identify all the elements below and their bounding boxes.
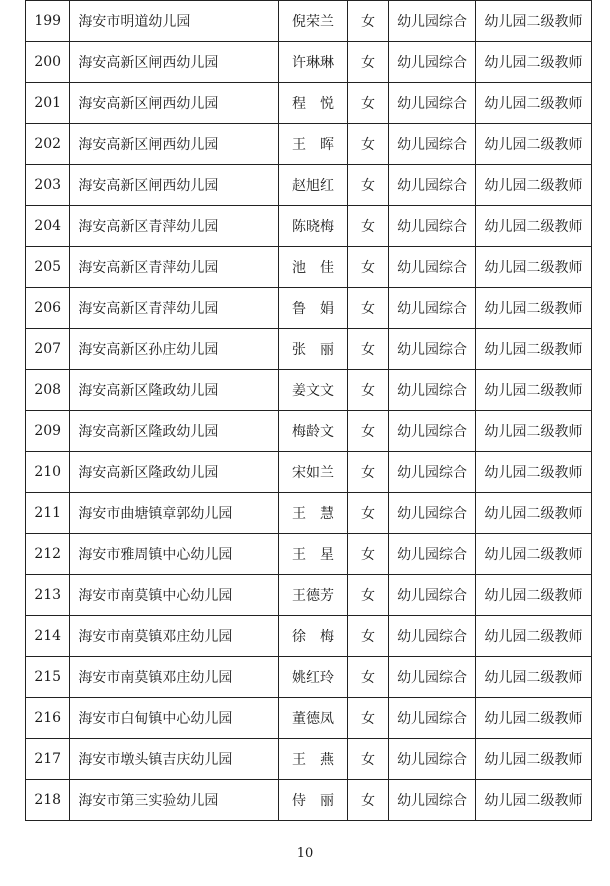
- table-row: [26, 780, 592, 821]
- school-name-cell: 海安市白甸镇中心幼儿园: [70, 698, 279, 739]
- school-name-cell: 海安市南莫镇中心幼儿园: [70, 575, 279, 616]
- table-row: [26, 288, 592, 329]
- teacher-name-cell: 姚红玲: [279, 657, 348, 698]
- row-number-cell: 203: [26, 165, 70, 206]
- school-name-cell: 海安高新区青萍幼儿园: [70, 288, 279, 329]
- subject-cell: 幼儿园综合: [389, 657, 476, 698]
- teacher-name-cell: 宋如兰: [279, 452, 348, 493]
- school-name-cell: 海安市南莫镇邓庄幼儿园: [70, 616, 279, 657]
- teacher-name-cell: 倪荣兰: [279, 1, 348, 42]
- subject-cell: 幼儿园综合: [389, 329, 476, 370]
- row-number-cell: 212: [26, 534, 70, 575]
- table-row: [26, 657, 592, 698]
- gender-cell: 女: [347, 83, 388, 124]
- school-name-cell: 海安市曲塘镇章郭幼儿园: [70, 493, 279, 534]
- row-number-cell: 215: [26, 657, 70, 698]
- professional-title-cell: 幼儿园二级教师: [475, 575, 591, 616]
- gender-cell: 女: [347, 247, 388, 288]
- gender-cell: 女: [347, 288, 388, 329]
- gender-cell: 女: [347, 165, 388, 206]
- gender-cell: 女: [347, 411, 388, 452]
- professional-title-cell: 幼儿园二级教师: [475, 42, 591, 83]
- teacher-name-cell: 程 悦: [279, 83, 348, 124]
- table-row: [26, 1, 592, 42]
- teacher-name-cell: 梅龄文: [279, 411, 348, 452]
- professional-title-cell: 幼儿园二级教师: [475, 329, 591, 370]
- row-number-cell: 216: [26, 698, 70, 739]
- teacher-name-cell: 王 晖: [279, 124, 348, 165]
- teacher-name-cell: 王德芳: [279, 575, 348, 616]
- subject-cell: 幼儿园综合: [389, 780, 476, 821]
- table-row: [26, 83, 592, 124]
- school-name-cell: 海安高新区隆政幼儿园: [70, 452, 279, 493]
- gender-cell: 女: [347, 698, 388, 739]
- gender-cell: 女: [347, 370, 388, 411]
- gender-cell: 女: [347, 780, 388, 821]
- row-number-cell: 204: [26, 206, 70, 247]
- table-row: [26, 493, 592, 534]
- gender-cell: 女: [347, 452, 388, 493]
- subject-cell: 幼儿园综合: [389, 452, 476, 493]
- school-name-cell: 海安高新区闸西幼儿园: [70, 42, 279, 83]
- school-name-cell: 海安市墩头镇吉庆幼儿园: [70, 739, 279, 780]
- teacher-name-cell: 徐 梅: [279, 616, 348, 657]
- row-number-cell: 218: [26, 780, 70, 821]
- row-number-cell: 202: [26, 124, 70, 165]
- page-number: 10: [296, 846, 314, 861]
- teacher-name-cell: 陈晓梅: [279, 206, 348, 247]
- professional-title-cell: 幼儿园二级教师: [475, 206, 591, 247]
- subject-cell: 幼儿园综合: [389, 83, 476, 124]
- professional-title-cell: 幼儿园二级教师: [475, 534, 591, 575]
- row-number-cell: 211: [26, 493, 70, 534]
- teacher-roster-table: [25, 0, 592, 821]
- row-number-cell: 199: [26, 1, 70, 42]
- teacher-name-cell: 赵旭红: [279, 165, 348, 206]
- table-row: [26, 698, 592, 739]
- subject-cell: 幼儿园综合: [389, 206, 476, 247]
- school-name-cell: 海安市第三实验幼儿园: [70, 780, 279, 821]
- school-name-cell: 海安高新区青萍幼儿园: [70, 247, 279, 288]
- table-row: [26, 247, 592, 288]
- subject-cell: 幼儿园综合: [389, 165, 476, 206]
- table-row: [26, 534, 592, 575]
- subject-cell: 幼儿园综合: [389, 1, 476, 42]
- subject-cell: 幼儿园综合: [389, 698, 476, 739]
- professional-title-cell: 幼儿园二级教师: [475, 698, 591, 739]
- gender-cell: 女: [347, 124, 388, 165]
- table-row: [26, 616, 592, 657]
- teacher-name-cell: 许琳琳: [279, 42, 348, 83]
- row-number-cell: 207: [26, 329, 70, 370]
- subject-cell: 幼儿园综合: [389, 493, 476, 534]
- teacher-name-cell: 王 燕: [279, 739, 348, 780]
- gender-cell: 女: [347, 534, 388, 575]
- professional-title-cell: 幼儿园二级教师: [475, 493, 591, 534]
- professional-title-cell: 幼儿园二级教师: [475, 124, 591, 165]
- gender-cell: 女: [347, 739, 388, 780]
- subject-cell: 幼儿园综合: [389, 411, 476, 452]
- gender-cell: 女: [347, 493, 388, 534]
- table-row: [26, 206, 592, 247]
- table-row: [26, 452, 592, 493]
- teacher-name-cell: 鲁 娟: [279, 288, 348, 329]
- row-number-cell: 213: [26, 575, 70, 616]
- school-name-cell: 海安高新区隆政幼儿园: [70, 411, 279, 452]
- professional-title-cell: 幼儿园二级教师: [475, 83, 591, 124]
- gender-cell: 女: [347, 329, 388, 370]
- table-row: [26, 329, 592, 370]
- row-number-cell: 205: [26, 247, 70, 288]
- table-row: [26, 739, 592, 780]
- subject-cell: 幼儿园综合: [389, 247, 476, 288]
- row-number-cell: 208: [26, 370, 70, 411]
- subject-cell: 幼儿园综合: [389, 739, 476, 780]
- table-row: [26, 575, 592, 616]
- subject-cell: 幼儿园综合: [389, 124, 476, 165]
- professional-title-cell: 幼儿园二级教师: [475, 165, 591, 206]
- school-name-cell: 海安市南莫镇邓庄幼儿园: [70, 657, 279, 698]
- teacher-name-cell: 姜文文: [279, 370, 348, 411]
- school-name-cell: 海安高新区闸西幼儿园: [70, 165, 279, 206]
- professional-title-cell: 幼儿园二级教师: [475, 411, 591, 452]
- row-number-cell: 210: [26, 452, 70, 493]
- subject-cell: 幼儿园综合: [389, 534, 476, 575]
- professional-title-cell: 幼儿园二级教师: [475, 247, 591, 288]
- school-name-cell: 海安市雅周镇中心幼儿园: [70, 534, 279, 575]
- table-row: [26, 370, 592, 411]
- gender-cell: 女: [347, 575, 388, 616]
- table-row: [26, 42, 592, 83]
- row-number-cell: 201: [26, 83, 70, 124]
- professional-title-cell: 幼儿园二级教师: [475, 288, 591, 329]
- school-name-cell: 海安市明道幼儿园: [70, 1, 279, 42]
- table-row: [26, 165, 592, 206]
- professional-title-cell: 幼儿园二级教师: [475, 780, 591, 821]
- school-name-cell: 海安高新区隆政幼儿园: [70, 370, 279, 411]
- gender-cell: 女: [347, 616, 388, 657]
- school-name-cell: 海安高新区闸西幼儿园: [70, 124, 279, 165]
- row-number-cell: 200: [26, 42, 70, 83]
- professional-title-cell: 幼儿园二级教师: [475, 1, 591, 42]
- table-row: [26, 124, 592, 165]
- teacher-name-cell: 张 丽: [279, 329, 348, 370]
- row-number-cell: 214: [26, 616, 70, 657]
- gender-cell: 女: [347, 657, 388, 698]
- professional-title-cell: 幼儿园二级教师: [475, 616, 591, 657]
- professional-title-cell: 幼儿园二级教师: [475, 370, 591, 411]
- subject-cell: 幼儿园综合: [389, 616, 476, 657]
- gender-cell: 女: [347, 206, 388, 247]
- teacher-name-cell: 池 佳: [279, 247, 348, 288]
- row-number-cell: 206: [26, 288, 70, 329]
- teacher-name-cell: 侍 丽: [279, 780, 348, 821]
- row-number-cell: 217: [26, 739, 70, 780]
- school-name-cell: 海安高新区青萍幼儿园: [70, 206, 279, 247]
- teacher-name-cell: 王 慧: [279, 493, 348, 534]
- subject-cell: 幼儿园综合: [389, 288, 476, 329]
- professional-title-cell: 幼儿园二级教师: [475, 452, 591, 493]
- subject-cell: 幼儿园综合: [389, 370, 476, 411]
- teacher-name-cell: 董德凤: [279, 698, 348, 739]
- subject-cell: 幼儿园综合: [389, 42, 476, 83]
- roster-body: [26, 1, 592, 821]
- school-name-cell: 海安高新区闸西幼儿园: [70, 83, 279, 124]
- professional-title-cell: 幼儿园二级教师: [475, 657, 591, 698]
- subject-cell: 幼儿园综合: [389, 575, 476, 616]
- teacher-name-cell: 王 星: [279, 534, 348, 575]
- gender-cell: 女: [347, 42, 388, 83]
- gender-cell: 女: [347, 1, 388, 42]
- professional-title-cell: 幼儿园二级教师: [475, 739, 591, 780]
- table-row: [26, 411, 592, 452]
- school-name-cell: 海安高新区孙庄幼儿园: [70, 329, 279, 370]
- row-number-cell: 209: [26, 411, 70, 452]
